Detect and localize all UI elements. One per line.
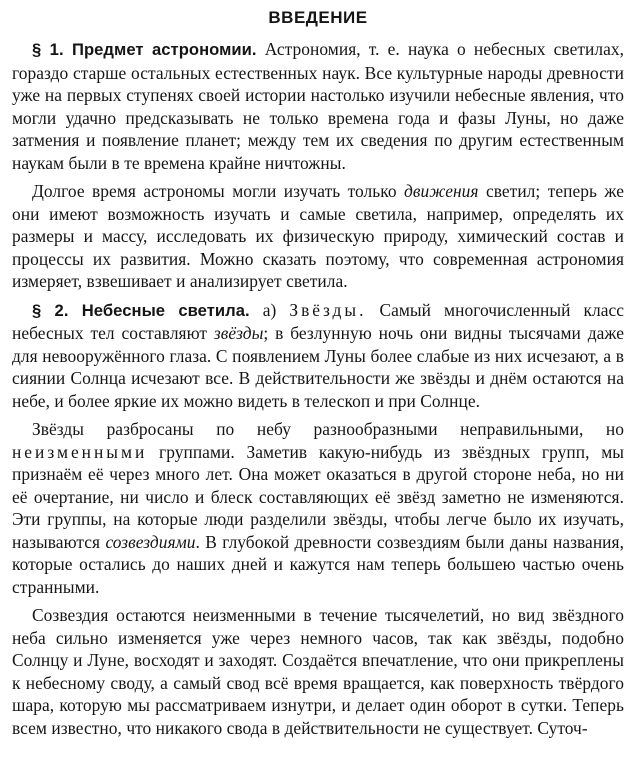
paragraph-3-text-b: Самый многочисленный класс небесных тел составляют	[12, 299, 625, 343]
emphasis-motions: движения	[404, 181, 479, 201]
paragraph-2-text-b: светил; теперь же они имеют возможность изучать и самые светила, например, определять их размеры и массу, исследовать их физическую природу, химический состав и процессы их развития. Можно сказать поэтому, что современная астрономия измеряет, взвешивает и анализирует светила.	[12, 181, 624, 291]
document-page	[12, 6, 624, 739]
emphasis-constellations: созвездиями	[105, 531, 196, 552]
paragraph-2	[12, 180, 624, 293]
paragraph-1-text: Астрономия, т. е. наука о небесных светилах, гораздо старше остальных естественных наук. Все культурные народы древности уже на первых ступенях своей истории настолько изучили небесные явления, что могли удачно предсказывать не только времена года и фазы Луны, но даже затмения и появление планет; между тем их сведения по другим естественным наукам были в те времена крайне ничтожны.	[12, 39, 624, 173]
paragraph-4-text-b: группами. Заметив какую-нибудь из звёздных групп, мы признаём её через много лет. Она может оказаться в другой стороне неба, но ни её очертание, ни число и блеск составляющих её звёзд заметно не изменяются. Эти группы, на которые люди разделили звёзды, чтобы легче было их изучать, называются	[12, 441, 624, 552]
paragraph-5	[12, 604, 624, 739]
paragraph-5-text: Созвездия остаются неизменными в течение тысячелетий, но вид звёздного неба сильно изменяется уже через немного часов, так как звёзды, подобно Солнцу и Луне, восходят и заходят. Создаётся впечатление, что они прикреплены к небесному своду, а самый свод всё время вращается, как поверхность твёрдого шара, которую мы рассматриваем изнутри, и делает один оборот в сутки. Теперь всем известно, что никакого свода в действительности не существует. Суточ-	[12, 605, 624, 738]
paragraph-3-text-c: ; в безлунную ночь они видны тысячами даже для невооружённого глаза. С появлением Луны более слабые из них исчезают, а в сиянии Солнца исчезают все. В действительности же звёзды и днём остаются на небе, и более яркие их можно видеть в телескоп и при Солнце.	[12, 323, 624, 411]
paragraph-4-text-a: Звёзды разбросаны по небу разнообразными неправильными, но	[32, 419, 624, 439]
paragraph-4-text-c: . В глубокой древности созвездиям были даны названия, которые остались до наших дней и кажутся нам теперь большею частью очень странными.	[12, 531, 624, 597]
paragraph-4	[12, 418, 624, 598]
paragraph-3-text-a: а)	[249, 299, 290, 320]
page-title: ВВЕДЕНИЕ	[268, 8, 368, 27]
section-1-heading: § 1. Предмет астрономии.	[32, 40, 257, 59]
paragraph-3	[12, 299, 624, 413]
paragraph-2-text-a: Долгое время астрономы могли изучать только	[32, 181, 405, 201]
emphasis-stars: звёзды	[213, 323, 264, 343]
spaced-unchanging: неизменными	[12, 441, 148, 462]
subheading-stars: Звёзды.	[289, 299, 367, 320]
section-2-heading: § 2. Небесные светила.	[32, 300, 250, 320]
paragraph-1	[12, 38, 624, 174]
